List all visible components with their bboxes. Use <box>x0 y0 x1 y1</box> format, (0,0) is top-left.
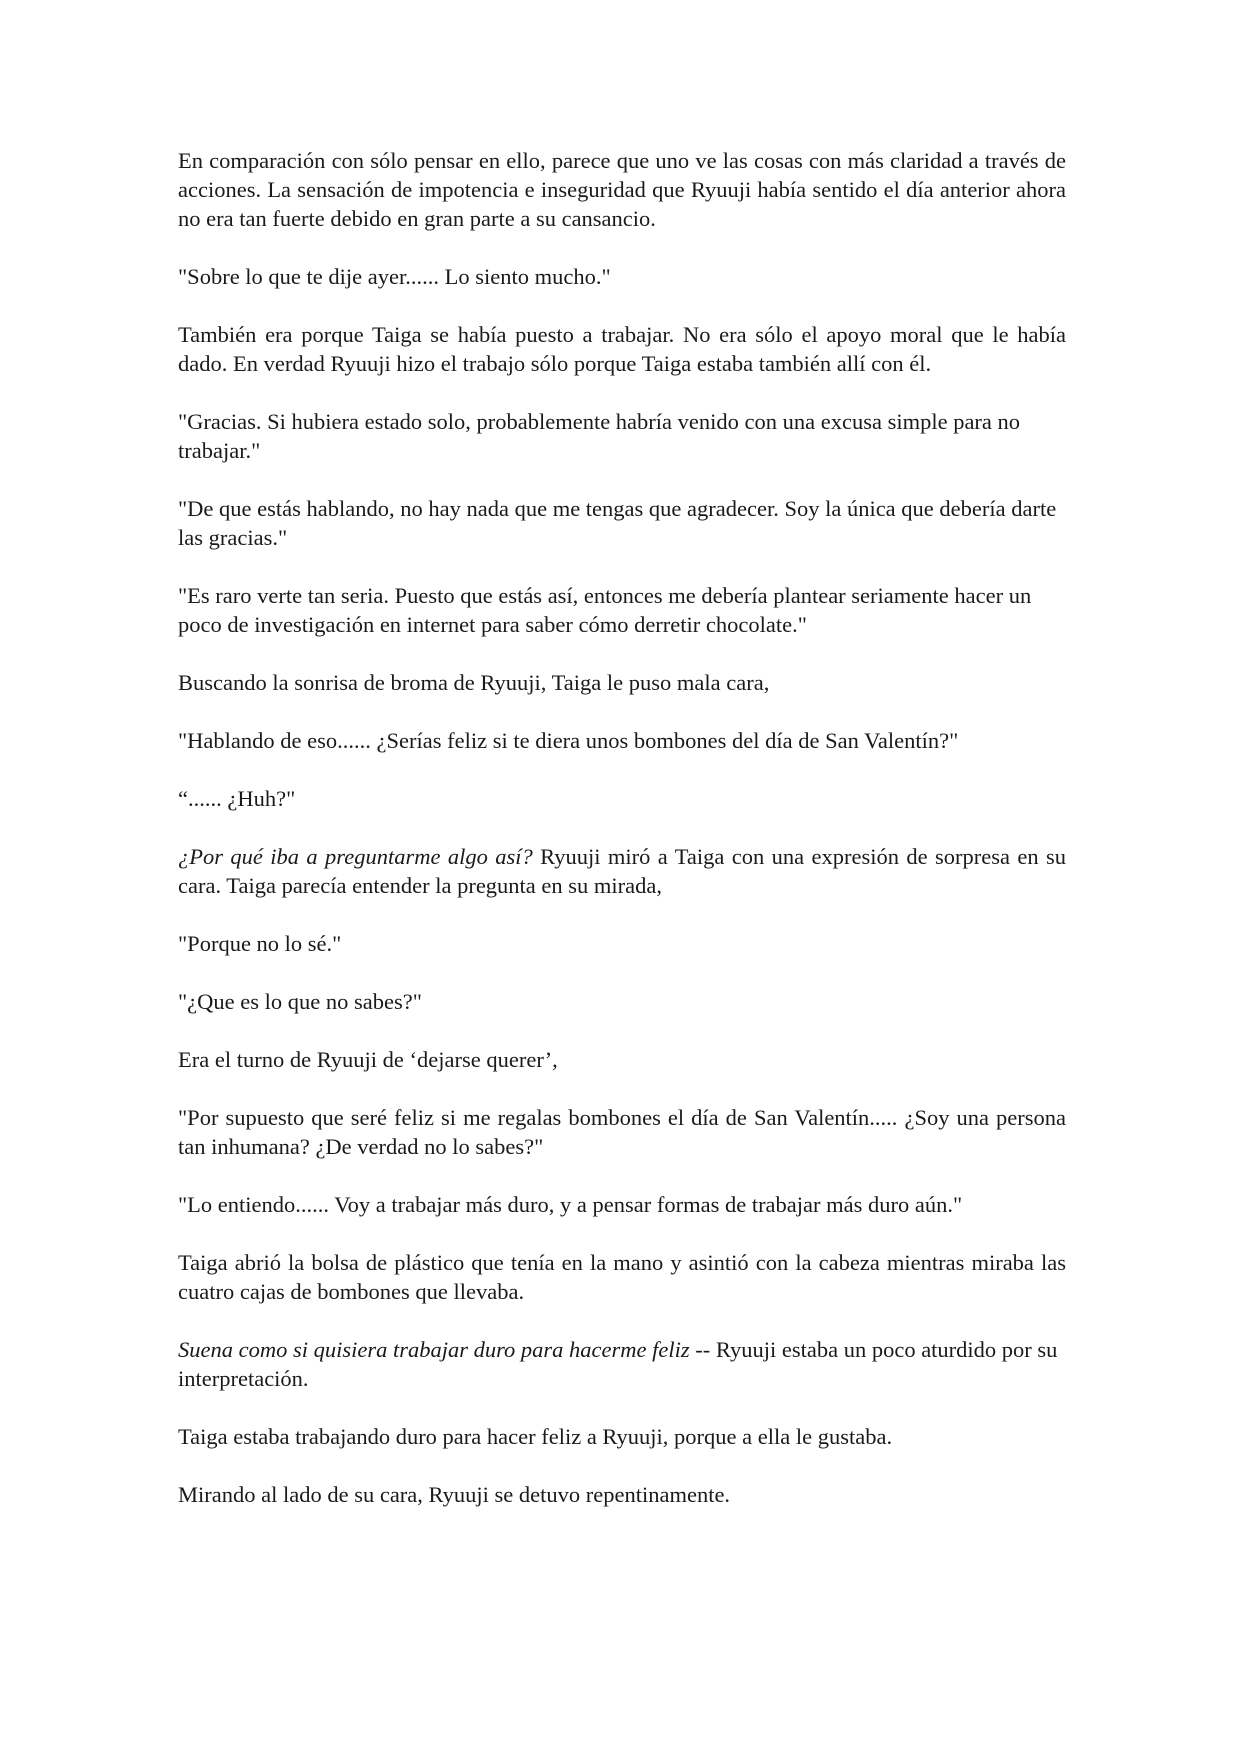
paragraph-7 <box>178 668 1066 697</box>
paragraph-text: "Lo entiendo...... Voy a trabajar más duro, y a pensar formas de trabajar más duro aún." <box>178 1192 963 1217</box>
paragraph-text: Mirando al lado de su cara, Ryuuji se detuvo repentinamente. <box>178 1482 731 1507</box>
paragraph-17 <box>178 1335 1066 1393</box>
paragraph-15 <box>178 1190 1066 1219</box>
paragraph-9 <box>178 784 1066 813</box>
paragraph-18 <box>178 1422 1066 1451</box>
paragraph-text: En comparación con sólo pensar en ello, parece que uno ve las cosas con más claridad a través de acciones. La sensación de impotencia e inseguridad que Ryuuji había sentido el día anterior ahora no era tan fuerte debido en gran parte a su cansancio. <box>178 148 1066 231</box>
paragraph-text: "De que estás hablando, no hay nada que me tengas que agradecer. Soy la única que debería darte las gracias." <box>178 496 1057 550</box>
paragraph-text: "Porque no lo sé." <box>178 931 342 956</box>
paragraph-text: "Gracias. Si hubiera estado solo, probablemente habría venido con una excusa simple para no trabajar." <box>178 409 1021 463</box>
paragraph-text: Ryuuji miró a Taiga con una expresión de sorpresa en su cara. Taiga parecía entender la pregunta en su mirada, <box>178 844 1066 898</box>
paragraph-6 <box>178 581 1066 639</box>
paragraph-19 <box>178 1480 1066 1509</box>
paragraph-text: “...... ¿Huh?" <box>178 786 296 811</box>
paragraph-14 <box>178 1103 1066 1161</box>
paragraph-13 <box>178 1045 1066 1074</box>
paragraph-text: Taiga estaba trabajando duro para hacer feliz a Ryuuji, porque a ella le gustaba. <box>178 1424 893 1449</box>
paragraph-text: Taiga abrió la bolsa de plástico que tenía en la mano y asintió con la cabeza mientras miraba las cuatro cajas de bombones que llevaba. <box>178 1250 1066 1304</box>
paragraph-8 <box>178 726 1066 755</box>
paragraph-text: Era el turno de Ryuuji de ‘dejarse querer’, <box>178 1047 558 1072</box>
paragraph-italic-text: Suena como si quisiera trabajar duro para hacerme feliz <box>178 1337 690 1362</box>
paragraph-italic-text: ¿Por qué iba a preguntarme algo así? <box>178 844 533 869</box>
paragraph-text: "¿Que es lo que no sabes?" <box>178 989 422 1014</box>
paragraph-12 <box>178 987 1066 1016</box>
paragraph-11 <box>178 929 1066 958</box>
paragraph-16 <box>178 1248 1066 1306</box>
paragraph-text: También era porque Taiga se había puesto a trabajar. No era sólo el apoyo moral que le había dado. En verdad Ryuuji hizo el trabajo sólo porque Taiga estaba también allí con él. <box>178 322 1066 376</box>
paragraph-5 <box>178 494 1066 552</box>
paragraph-3 <box>178 320 1066 378</box>
paragraph-4 <box>178 407 1066 465</box>
paragraph-2 <box>178 262 1066 291</box>
paragraph-text: -- Ryuuji estaba un poco aturdido por su interpretación. <box>178 1337 1058 1391</box>
body-text <box>178 146 1066 1509</box>
paragraph-text: "Sobre lo que te dije ayer...... Lo siento mucho." <box>178 264 611 289</box>
paragraph-10 <box>178 842 1066 900</box>
paragraph-text: "Por supuesto que seré feliz si me regalas bombones el día de San Valentín..... ¿Soy una persona tan inhumana? ¿De verdad no lo sabes?" <box>178 1105 1066 1159</box>
paragraph-text: Buscando la sonrisa de broma de Ryuuji, Taiga le puso mala cara, <box>178 670 770 695</box>
paragraph-1 <box>178 146 1066 233</box>
paragraph-text: "Es raro verte tan seria. Puesto que estás así, entonces me debería plantear seriamente hacer un poco de investigación en internet para saber cómo derretir chocolate." <box>178 583 1032 637</box>
paragraph-text: "Hablando de eso...... ¿Serías feliz si te diera unos bombones del día de San Valentín?" <box>178 728 959 753</box>
